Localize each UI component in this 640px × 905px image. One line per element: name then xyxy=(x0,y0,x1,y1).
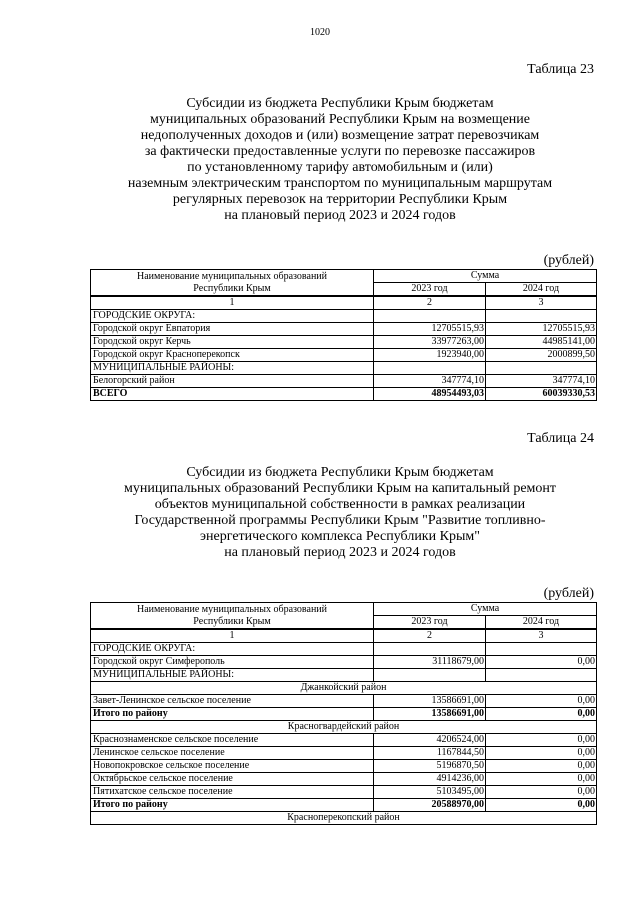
row-2023 xyxy=(374,669,486,682)
table-row xyxy=(91,310,597,323)
row-name: Краснознаменское сельское поселение xyxy=(91,734,374,747)
title-line: Государственной программы Республики Крым "Развитие топливно- xyxy=(134,513,546,528)
header-name-cell xyxy=(91,603,374,630)
page-number: 1020 xyxy=(310,27,330,38)
table-row xyxy=(91,747,597,760)
row-2024 xyxy=(486,643,597,656)
header-name-cell xyxy=(91,270,374,297)
table-24-label: Таблица 24 xyxy=(527,431,594,446)
title-line: наземным электрическим транспортом по муниципальным маршрутам xyxy=(127,176,553,191)
table-row xyxy=(91,643,597,656)
title-line: регулярных перевозок на территории Республики Крым xyxy=(172,192,508,207)
district-heading-row xyxy=(91,721,597,734)
table-24 xyxy=(90,602,597,825)
district-heading-row xyxy=(91,682,597,695)
table-row xyxy=(91,760,597,773)
row-2024 xyxy=(486,362,597,375)
table-23-label: Таблица 23 xyxy=(527,62,594,77)
total-row xyxy=(91,388,597,401)
row-2024 xyxy=(486,310,597,323)
table-row xyxy=(91,323,597,336)
row-2024: 0,00 xyxy=(486,656,597,669)
header-name-line2: Республики Крым xyxy=(193,615,271,627)
row-2024: 0,00 xyxy=(486,799,597,812)
row-2023: 31118679,00 xyxy=(374,656,486,669)
row-name: Новопокровское сельское поселение xyxy=(91,760,374,773)
row-name: ВСЕГО xyxy=(91,388,374,401)
title-line: на плановый период 2023 и 2024 годов xyxy=(224,545,456,560)
row-2024: 0,00 xyxy=(486,734,597,747)
subtotal-row xyxy=(91,708,597,721)
section-heading: ГОРОДСКИЕ ОКРУГА: xyxy=(91,643,374,656)
header-2023: 2023 год xyxy=(374,283,486,297)
title-line: за фактически предоставленные услуги по перевозке пассажиров xyxy=(144,144,536,159)
row-name: Городской округ Симферополь xyxy=(91,656,374,669)
title-line: муниципальных образований Республики Крым на капитальный ремонт xyxy=(123,481,557,496)
row-name: ГОРОДСКИЕ ОКРУГА: xyxy=(91,310,374,323)
header-sum: Сумма xyxy=(374,270,597,283)
title-line: энергетического комплекса Республики Крым" xyxy=(200,529,480,544)
district-title: Красногвардейский район xyxy=(91,721,597,734)
district-heading-row xyxy=(91,812,597,825)
row-name: Пятихатское сельское поселение xyxy=(91,786,374,799)
table-24-title xyxy=(60,465,620,561)
row-2024: 0,00 xyxy=(486,773,597,786)
row-2024: 0,00 xyxy=(486,747,597,760)
header-2024: 2024 год xyxy=(486,616,597,630)
row-name: Итого по району xyxy=(91,799,374,812)
row-2024: 12705515,93 xyxy=(486,323,597,336)
table-row xyxy=(91,349,597,362)
col-number: 1 xyxy=(91,296,374,310)
table-row xyxy=(91,773,597,786)
header-sum: Сумма xyxy=(374,603,597,616)
row-2024: 0,00 xyxy=(486,708,597,721)
header-2023: 2023 год xyxy=(374,616,486,630)
table-23-title xyxy=(60,96,620,224)
row-2023: 4206524,00 xyxy=(374,734,486,747)
table-row xyxy=(91,786,597,799)
table-row xyxy=(91,336,597,349)
row-2023: 33977263,00 xyxy=(374,336,486,349)
subtotal-row xyxy=(91,799,597,812)
table-row xyxy=(91,669,597,682)
header-name-line2: Республики Крым xyxy=(193,282,271,294)
col-number: 3 xyxy=(486,296,597,310)
col-number: 1 xyxy=(91,629,374,643)
row-name: Городской округ Красноперекопск xyxy=(91,349,374,362)
row-name: МУНИЦИПАЛЬНЫЕ РАЙОНЫ: xyxy=(91,362,374,375)
title-line: по установленному тарифу автомобильным и (или) xyxy=(187,160,493,175)
table-row xyxy=(91,362,597,375)
row-2024: 0,00 xyxy=(486,760,597,773)
row-2023: 347774,10 xyxy=(374,375,486,388)
section-heading: МУНИЦИПАЛЬНЫЕ РАЙОНЫ: xyxy=(91,669,374,682)
row-2023: 12705515,93 xyxy=(374,323,486,336)
table-24-units: (рублей) xyxy=(543,586,594,601)
table-row xyxy=(91,656,597,669)
row-2023 xyxy=(374,362,486,375)
district-title: Джанкойский район xyxy=(91,682,597,695)
title-line: объектов муниципальной собственности в рамках реализации xyxy=(154,497,526,512)
row-2023: 13586691,00 xyxy=(374,708,486,721)
header-name-line1: Наименование муниципальных образований xyxy=(136,603,328,615)
col-number: 2 xyxy=(374,296,486,310)
table-row xyxy=(91,695,597,708)
row-name: Городской округ Керчь xyxy=(91,336,374,349)
row-2024 xyxy=(486,669,597,682)
row-2024: 347774,10 xyxy=(486,375,597,388)
row-2023: 1923940,00 xyxy=(374,349,486,362)
row-2023: 48954493,03 xyxy=(374,388,486,401)
table-23 xyxy=(90,269,597,401)
table-row xyxy=(91,375,597,388)
table-23-units: (рублей) xyxy=(543,253,594,268)
title-line: Субсидии из бюджета Республики Крым бюджетам xyxy=(186,465,494,480)
district-title: Красноперекопский район xyxy=(91,812,597,825)
row-2023: 1167844,50 xyxy=(374,747,486,760)
row-name: Итого по району xyxy=(91,708,374,721)
title-line: муниципальных образований Республики Крым на возмещение xyxy=(150,112,530,127)
header-2024: 2024 год xyxy=(486,283,597,297)
row-name: Октябрьское сельское поселение xyxy=(91,773,374,786)
row-2024: 44985141,00 xyxy=(486,336,597,349)
title-line: недополученных доходов и (или) возмещение затрат перевозчикам xyxy=(140,128,540,143)
row-2024: 0,00 xyxy=(486,786,597,799)
row-2023: 5196870,50 xyxy=(374,760,486,773)
col-number: 3 xyxy=(486,629,597,643)
row-name: Ленинское сельское поселение xyxy=(91,747,374,760)
row-2023: 13586691,00 xyxy=(374,695,486,708)
row-2023 xyxy=(374,310,486,323)
col-number: 2 xyxy=(374,629,486,643)
row-2024: 0,00 xyxy=(486,695,597,708)
row-2024: 2000899,50 xyxy=(486,349,597,362)
row-2023: 4914236,00 xyxy=(374,773,486,786)
header-name-line1: Наименование муниципальных образований xyxy=(136,270,328,282)
row-2023 xyxy=(374,643,486,656)
row-name: Белогорский район xyxy=(91,375,374,388)
table-row xyxy=(91,734,597,747)
row-2023: 5103495,00 xyxy=(374,786,486,799)
row-2023: 20588970,00 xyxy=(374,799,486,812)
row-name: Городской округ Евпатория xyxy=(91,323,374,336)
title-line: Субсидии из бюджета Республики Крым бюджетам xyxy=(186,96,494,111)
title-line: на плановый период 2023 и 2024 годов xyxy=(224,208,456,223)
row-name: Завет-Ленинское сельское поселение xyxy=(91,695,374,708)
row-2024: 60039330,53 xyxy=(486,388,597,401)
